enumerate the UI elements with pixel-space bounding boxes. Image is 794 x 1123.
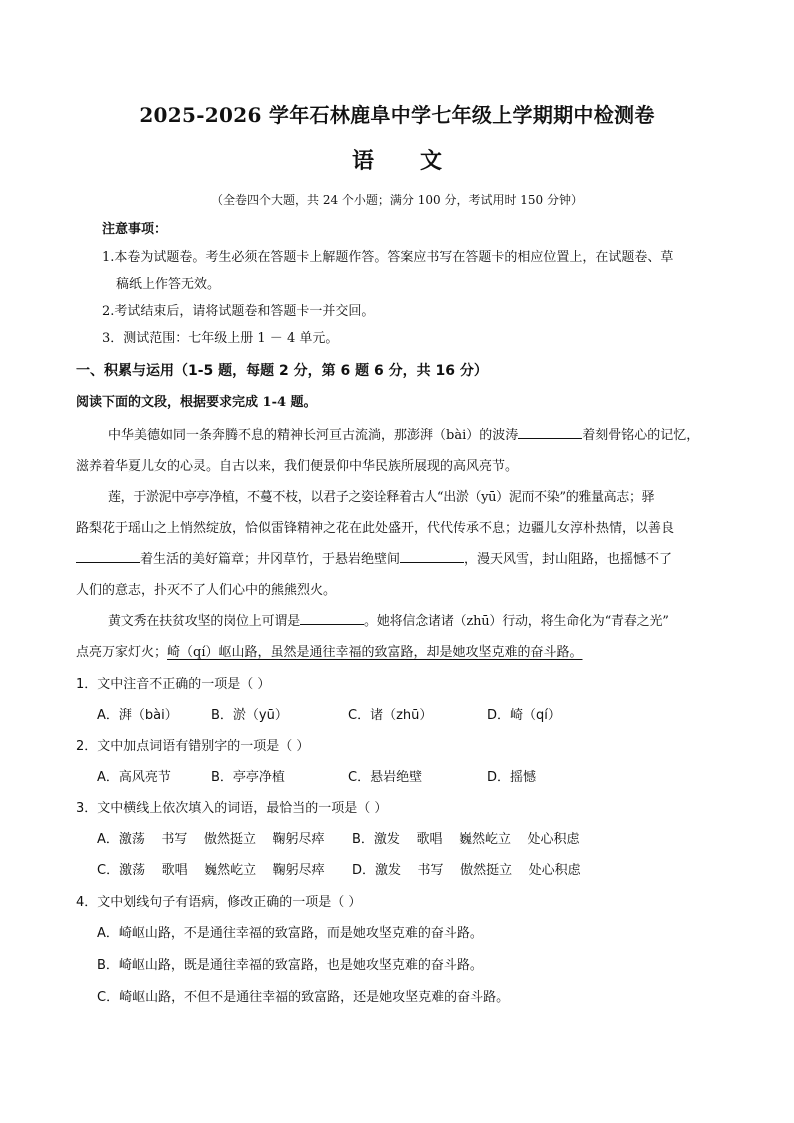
passage-text: 黄文秀在扶贫攻坚的岗位上可谓是 [108, 614, 301, 629]
question-1-option-b[interactable]: B．淤（yū） [211, 708, 288, 723]
passage-p2-line-4: 人们的意志，扑灭不了人们心中的熊熊烈火。 [76, 583, 337, 598]
exam-title: 2025-2026 学年石林鹿阜中学七年级上学期期中检测卷 [139, 103, 655, 127]
reading-instruction: 阅读下面的文段，根据要求完成 1-4 题。 [76, 395, 317, 410]
question-1-option-a[interactable]: A．湃（bài） [97, 708, 178, 723]
section-heading: 一、积累与运用（1-5 题，每题 2 分，第 6 题 6 分，共 16 分） [76, 363, 488, 379]
passage-p3-line-1 [108, 610, 669, 629]
passage-text: 点亮万家灯火； [76, 645, 168, 660]
question-3-option-d[interactable]: D．激发 书写 傲然挺立 处心积虑 [352, 863, 581, 878]
question-2-stem: 2．文中加点词语有错别字的一项是（ ） [76, 739, 310, 754]
question-3-option-c[interactable]: C．激荡 歌唱 巍然屹立 鞠躬尽瘁 [97, 863, 325, 878]
passage-text: 。她将信念诸诸（zhū）行动，将生命化为“青春之光” [364, 614, 669, 629]
passage-p3-line-2 [76, 641, 583, 660]
notice-item-1-line-1: 1.本卷为试题卷。考生必须在答题卡上解题作答。答案应书写在答题卡的相应位置上，在试题卷、草 [102, 250, 674, 265]
question-2-option-d[interactable]: D．摇憾 [487, 770, 537, 785]
question-4-option-b[interactable]: B．崎岖山路，既是通往幸福的致富路，也是她攻坚克难的奋斗路。 [97, 958, 483, 973]
question-4-stem: 4．文中划线句子有语病，修改正确的一项是（ ） [76, 895, 362, 910]
question-2-option-c[interactable]: C．悬岩绝壁 [348, 770, 423, 785]
fill-blank [518, 426, 582, 439]
question-1-option-c[interactable]: C．诸（zhū） [348, 708, 433, 723]
notice-heading: 注意事项： [102, 222, 168, 237]
question-3-stem: 3．文中横线上依次填入的词语，最恰当的一项是（ ） [76, 801, 388, 816]
fill-blank [400, 550, 464, 563]
subject-name [0, 144, 794, 175]
passage-text: 着生活的美好篇章；井冈草竹，于悬岩绝壁间 [140, 552, 401, 567]
question-2-option-a[interactable]: A．高风亮节 [97, 770, 171, 785]
passage-text: ，漫天风雪，封山阻路，也摇憾不了 [464, 552, 673, 567]
passage-p1-line-1 [108, 424, 699, 443]
question-2-option-b[interactable]: B．亭亭净植 [211, 770, 285, 785]
question-4-option-a[interactable]: A．崎岖山路，不是通往幸福的致富路，而是她攻坚克难的奋斗路。 [97, 926, 483, 941]
question-4-option-c[interactable]: C．崎岖山路，不但不是通往幸福的致富路，还是她攻坚克难的奋斗路。 [97, 990, 510, 1005]
passage-p2-line-3 [76, 548, 672, 567]
passage-text: 着刻骨铭心的记忆， [582, 428, 700, 443]
question-3-option-b[interactable]: B．激发 歌唱 巍然屹立 处心积虑 [352, 832, 580, 847]
subject-char-2: 文 [420, 148, 443, 174]
fill-blank [300, 612, 364, 625]
exam-note: （全卷四个大题，共 24 个小题；满分 100 分，考试用时 150 分钟） [211, 193, 583, 207]
notice-item-3: 3．测试范围：七年级上册 1 － 4 单元。 [102, 331, 339, 346]
question-1-stem: 1．文中注音不正确的一项是（ ） [76, 677, 271, 692]
passage-text: 中华美德如同一条奔腾不息的精神长河亘古流淌，那澎湃（bài）的波涛 [108, 428, 519, 443]
passage-p1-line-2: 滋养着华夏儿女的心灵。自古以来，我们便景仰中华民族所展现的高风亮节。 [76, 459, 519, 474]
question-1-option-d[interactable]: D．崎（qí） [487, 708, 561, 723]
notice-item-1-line-2: 稿纸上作答无效。 [116, 277, 221, 292]
fill-blank [76, 550, 140, 563]
notice-item-2: 2.考试结束后，请将试题卷和答题卡一并交回。 [102, 304, 375, 319]
question-3-option-a[interactable]: A．激荡 书写 傲然挺立 鞠躬尽瘁 [97, 832, 325, 847]
underlined-sentence: 崎（qí）岖山路，虽然是通往幸福的致富路，却是她攻坚克难的奋斗路。 [167, 645, 583, 660]
passage-p2-line-1: 莲，于淤泥中亭亭净植，不蔓不枝，以君子之姿诠释着古人“出淤（yū）泥而不染”的雅量高志；驿 [108, 490, 655, 505]
passage-p2-line-2: 路梨花于瑶山之上悄然绽放，恰似雷锋精神之花在此处盛开，代代传承不息；边疆儿女淳朴热情，以善良 [76, 521, 675, 536]
subject-char-1: 语 [351, 148, 374, 174]
